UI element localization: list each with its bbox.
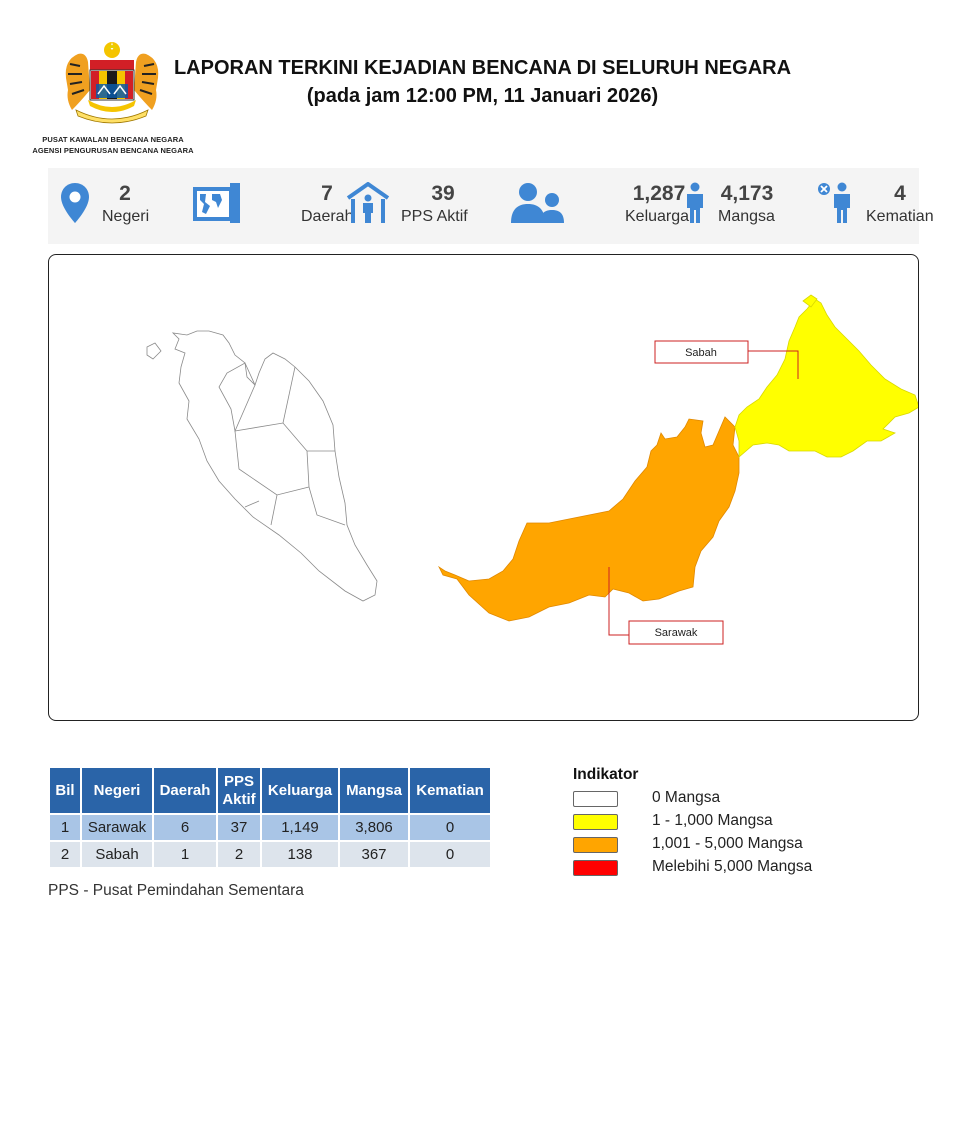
col-header-negeri: Negeri: [82, 768, 152, 813]
agency-name: [20, 134, 206, 156]
cell-kematian: 0: [410, 842, 490, 867]
legend-item: [573, 857, 903, 880]
cell-kematian: 0: [410, 815, 490, 840]
stat-value: 1,287: [632, 182, 686, 205]
agency-line-1: PUSAT KAWALAN BENCANA NEGARA: [42, 135, 184, 144]
legend-label: 0 Mangsa: [652, 789, 721, 806]
legend-item: [573, 788, 903, 811]
report-title-line-1: LAPORAN TERKINI KEJADIAN BENCANA DI SELURUH NEGARA: [173, 57, 792, 79]
cell-bil: 1: [50, 815, 80, 840]
stat-label: Keluarga: [625, 208, 690, 225]
cell-pps-aktif: 2: [218, 842, 260, 867]
agency-line-2: AGENSI PENGURUSAN BENCANA NEGARA: [32, 146, 194, 155]
col-header-bil: Bil: [50, 768, 80, 813]
stat-label: Daerah: [301, 208, 354, 225]
malaysia-coat-of-arms-icon: [58, 40, 166, 126]
cell-mangsa: 367: [340, 842, 408, 867]
disaster-map: [48, 254, 919, 721]
col-header-daerah: Daerah: [154, 768, 216, 813]
stat-mangsa: [678, 168, 818, 244]
sarawak-callout-label: Sarawak: [654, 627, 698, 639]
location-pin-icon: [60, 182, 90, 224]
legend-swatch: [573, 837, 618, 853]
col-header-pps-aktif: PPS Aktif: [218, 768, 260, 813]
stat-label: Mangsa: [718, 208, 775, 225]
stat-value: 4: [894, 182, 906, 205]
cell-pps-aktif: 37: [218, 815, 260, 840]
sabah-region: [735, 299, 918, 457]
stat-label: Kematian: [866, 208, 934, 225]
stat-daerah: [188, 168, 354, 244]
cell-daerah: 6: [154, 815, 216, 840]
stat-value: 2: [119, 182, 131, 205]
deceased-person-icon: [818, 182, 854, 224]
legend-title: Indikator: [573, 766, 639, 783]
peninsular-malaysia: [147, 331, 377, 601]
sabah-callout: [655, 341, 798, 379]
report-subtitle: (pada jam 12:00 PM, 11 Januari 2026): [306, 85, 659, 107]
stat-pps-aktif: [338, 168, 508, 244]
family-icon: [510, 182, 566, 224]
stat-value: 39: [431, 182, 455, 205]
sarawak-region: [439, 417, 739, 621]
person-icon: [684, 182, 706, 224]
shelter-icon: [346, 182, 390, 224]
state-summary-table: [48, 766, 492, 869]
map-legend: [573, 766, 903, 880]
stat-negeri: [48, 168, 188, 244]
pps-abbreviation-note: PPS - Pusat Pemindahan Sementara: [48, 882, 304, 899]
malaysia-map-svg: [49, 255, 918, 720]
table-row: [50, 815, 490, 840]
legend-label: Melebihi 5,000 Mangsa: [652, 858, 813, 875]
legend-item: [573, 834, 903, 857]
stat-label: Negeri: [102, 208, 150, 225]
sabah-callout-label: Sabah: [685, 347, 717, 359]
stat-value: 4,173: [720, 182, 774, 205]
legend-swatch: [573, 791, 618, 807]
legend-swatch: [573, 860, 618, 876]
legend-swatch: [573, 814, 618, 830]
legend-label: 1 - 1,000 Mangsa: [652, 812, 773, 829]
cell-keluarga: 138: [262, 842, 338, 867]
cell-negeri: Sarawak: [82, 815, 152, 840]
table-row: [50, 842, 490, 867]
cell-negeri: Sabah: [82, 842, 152, 867]
stat-kematian: [818, 168, 934, 244]
summary-stats-bar: [48, 168, 934, 244]
stat-keluarga: [508, 168, 690, 244]
table-header-row: [50, 768, 490, 813]
col-header-kematian: Kematian: [410, 768, 490, 813]
report-title: [160, 54, 805, 110]
cell-bil: 2: [50, 842, 80, 867]
district-map-icon: [192, 182, 242, 224]
cell-keluarga: 1,149: [262, 815, 338, 840]
legend-item: [573, 811, 903, 834]
stat-label: PPS Aktif: [401, 208, 468, 225]
legend-label: 1,001 - 5,000 Mangsa: [652, 835, 803, 852]
col-header-keluarga: Keluarga: [262, 768, 338, 813]
cell-mangsa: 3,806: [340, 815, 408, 840]
cell-daerah: 1: [154, 842, 216, 867]
col-header-mangsa: Mangsa: [340, 768, 408, 813]
stat-value: 7: [321, 182, 333, 205]
